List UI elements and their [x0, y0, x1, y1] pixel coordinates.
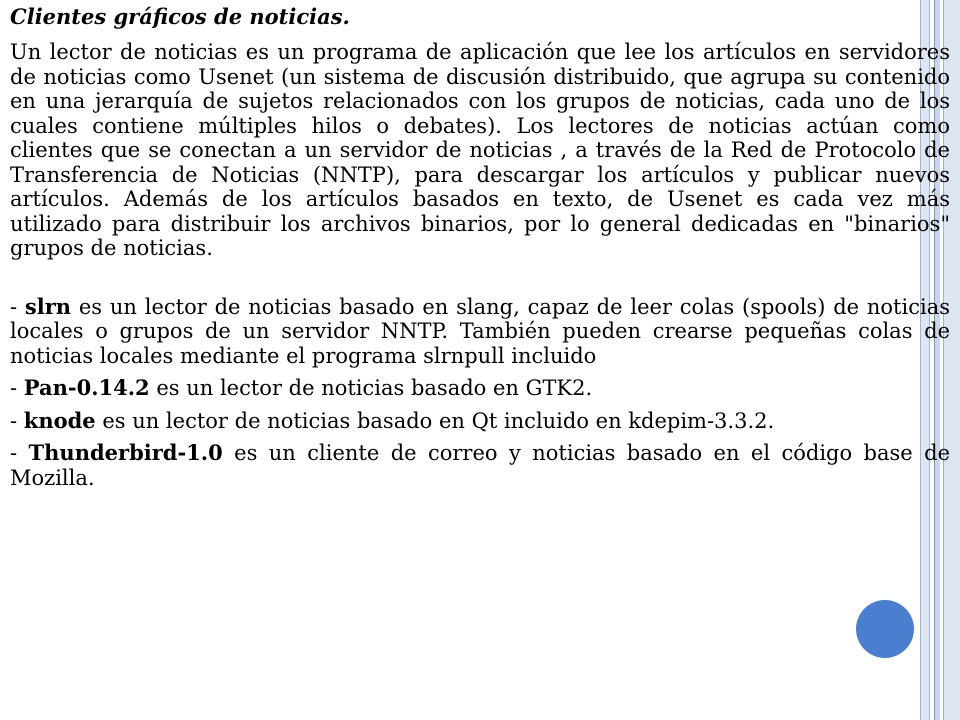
item-dash: -: [10, 294, 25, 319]
list-item-knode: [10, 409, 950, 434]
list-item-thunderbird: [10, 441, 950, 490]
slide-content: [10, 4, 950, 498]
item-name: Thunderbird-1.0: [28, 440, 223, 465]
slide-title: Clientes gráficos de noticias.: [10, 4, 350, 29]
list-item-slrn: [10, 295, 950, 369]
spacer: [10, 261, 950, 295]
item-dash: -: [10, 441, 29, 465]
item-name: slrn: [24, 293, 72, 319]
item-text: es un lector de noticias basado en GTK2.: [149, 376, 593, 400]
decorative-circle: [856, 600, 914, 658]
item-dash: -: [10, 408, 24, 433]
item-dash: -: [10, 376, 24, 400]
intro-paragraph: Un lector de noticias es un programa de aplicación que lee los artículos en servidores de noticias como Usenet (un sistema de discusión distribuido, que agrupa su contenido en una jerarquía de sujetos relacionados con los grupos de noticias, cada uno de los cuales contiene múltiples hilos o debates). Los lectores de noticias actúan como clientes que se conectan a un servidor de noticias , a través de la Red de Protocolo de Transferencia de Noticias (NNTP), para descargar los artículos y publicar nuevos artículos. Además de los artículos basados en texto, de Usenet es cada vez más utilizado para distribuir los archivos binarios, por lo general dedicadas en "binarios" grupos de noticias.: [10, 40, 950, 260]
item-text: es un lector de noticias basado en slang, capaz de leer colas (spools) de noticias locales o grupos de un servidor NNTP. También pueden crearse pequeñas colas de noticias locales mediante el programa slrnpull incluido: [10, 294, 950, 368]
item-text: es un cliente de correo y noticias basado en el código base de Mozilla.: [10, 441, 951, 490]
item-name: knode: [23, 407, 96, 433]
item-text: es un lector de noticias basado en Qt incluido en kdepim-3.3.2.: [95, 408, 775, 433]
list-item-pan: [10, 376, 950, 401]
item-name: Pan-0.14.2: [23, 375, 150, 400]
